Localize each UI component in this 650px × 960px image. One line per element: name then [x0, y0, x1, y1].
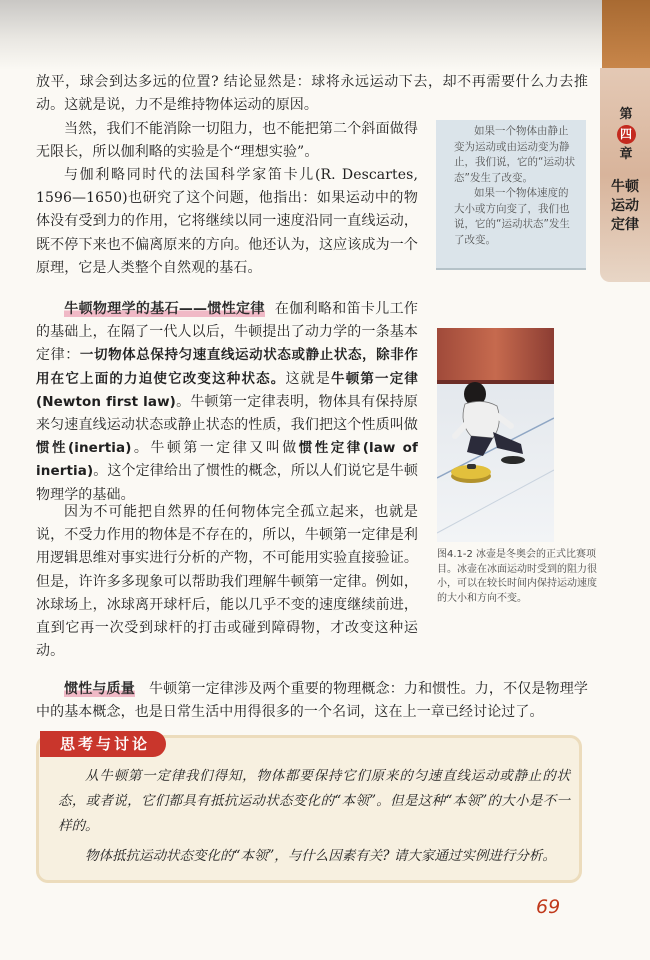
paragraph-inertia-law [36, 298, 418, 507]
margin-note-line-1: 如果一个物体由静止变为运动或由运动变为静止，我们说，它的“运动状态”发生了改变。 [454, 125, 575, 184]
discussion-title: 思考与讨论 [40, 731, 166, 757]
law-statement: 一切物体总保持匀速直线运动状态或静止状态，除非作用在它上面的力迫使它改变这种状态。 [36, 347, 418, 387]
text-span: 。这个定律给出了惯性的概念，所以人们说它是牛顿物理学的基础。 [36, 463, 418, 503]
chapter-side-bar [600, 68, 650, 282]
discussion-text-1: 从牛顿第一定律我们得知，物体都要保持它们原来的匀速直线运动或静止的状态，或者说，它们都具有抵抗运动状态变化的“本领”。但是这种“本领”的大小是不一样的。 [58, 768, 570, 834]
chapter-number: 四 [617, 125, 636, 144]
curling-photo [437, 328, 554, 542]
section-heading-inertia-mass: 惯性与质量 [64, 681, 135, 697]
chapter-label [608, 106, 644, 163]
chapter-title: 牛顿运动定律 [611, 179, 639, 233]
paragraph-inertia-mass [36, 678, 588, 724]
term-newton-first-law: 牛顿第一定律(Newton first law) [36, 370, 418, 410]
text-span: 。牛顿第一定律又叫做 [131, 440, 299, 457]
page-number: 69 [536, 896, 561, 918]
text-span: 在伽利略和笛卡儿工作的基础上，在隔了一代人以后，牛顿提出了动力学的一条基本定律： [36, 301, 419, 364]
margin-note [436, 120, 586, 270]
paragraph-5: 因为不可能把自然界的任何物体完全孤立起来，也就是说，不受力作用的物体是不存在的，所以，牛顿第一定律是利用逻辑思维对事实进行分析的产物，不可能用实验直接验证。但是，许许多多现象可以帮助我们理解牛顿第一定律。例如，冰球场上，冰球离开球杆后，能以几乎不变的速度继续前进，直到它再一次受到球杆的打击或碰到障碍物，才改变这种运动。 [36, 504, 418, 660]
margin-note-line-2: 如果一个物体速度的大小或方向变了，我们也说，它的“运动状态”发生了改变。 [454, 187, 570, 246]
chapter-prefix: 第 [619, 107, 633, 122]
chapter-tab [602, 0, 650, 68]
chapter-suffix: 章 [619, 147, 633, 162]
term-inertia: 惯性(inertia) [36, 440, 132, 457]
paragraph-1: 放平，球会到达多远的位置? 结论显然是：球将永远运动下去，却不再需要什么力去推动。这就是说，力不是维持物体运动的原因。 [36, 74, 588, 114]
curling-photo-image [437, 328, 554, 542]
paragraph-2: 当然，我们不能消除一切阻力，也不能把第二个斜面做得无限长，所以伽利略的实验是个“理想实验”。 [36, 121, 418, 161]
section-heading-inertia-law: 牛顿物理学的基石——惯性定律 [64, 301, 265, 317]
discussion-text-2: 物体抵抗运动状态变化的“本领”，与什么因素有关? 请大家通过实例进行分析。 [85, 848, 556, 864]
text-span: 牛顿第一定律涉及两个重要的物理概念：力和惯性。力，不仅是物理学中的基本概念，也是日常生活中用得很多的一个名词，这在上一章已经讨论过了。 [36, 681, 588, 721]
text-span: 这就是 [285, 370, 332, 387]
paragraph-3: 与伽利略同时代的法国科学家笛卡儿(R. Descartes, 1596—1650)也研究了这个问题，他指出：如果运动中的物体没有受到力的作用，它将继续以同一速度沿同一直线运动，既不停下来也不偏离原来的方向。他还认为，这应该成为一个原理，它是人类整个自然观的基石。 [36, 167, 418, 276]
figure-caption: 图4.1-2 冰壶是冬奥会的正式比赛项目。冰壶在冰面运动时受到的阻力很小，可以在较长时间内保持运动速度的大小和方向不变。 [437, 549, 597, 604]
page-top-shade [0, 0, 650, 70]
text-span: 。牛顿第一定律表明，物体具有保持原来匀速直线运动状态或静止状态的性质，我们把这个性质叫做 [36, 393, 418, 434]
term-law-of-inertia: 惯性定律(law of inertia) [36, 440, 419, 480]
